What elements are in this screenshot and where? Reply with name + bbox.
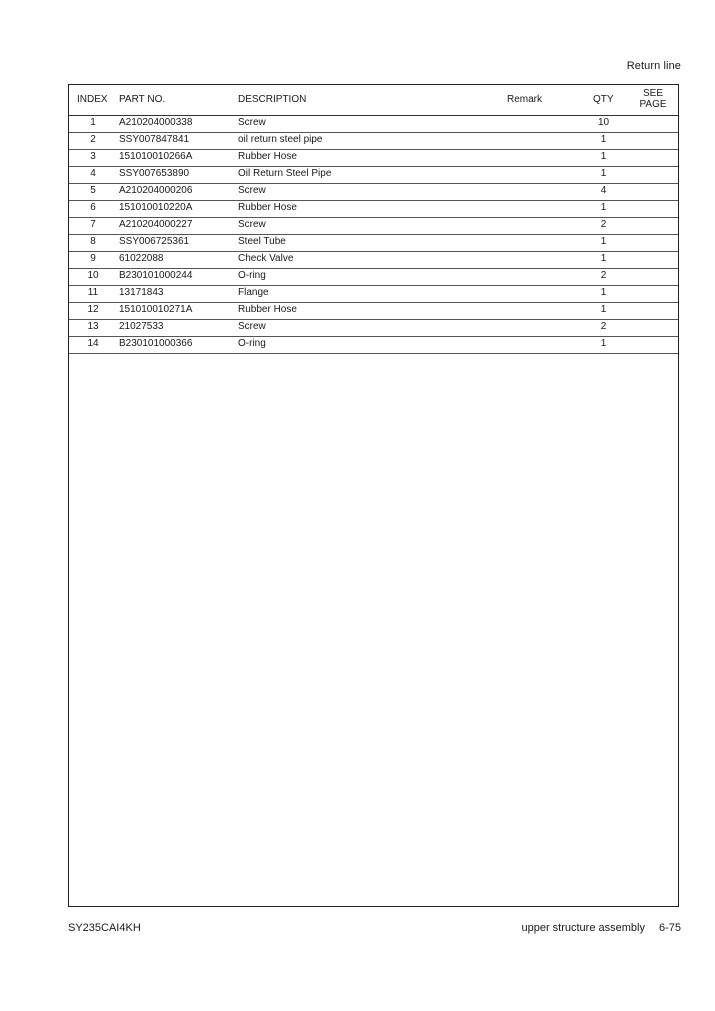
cell-index: 4: [90, 168, 96, 179]
cell-part-no: SSY007653890: [119, 168, 190, 179]
cell-description: O-ring: [238, 270, 266, 281]
table-row: [69, 149, 678, 167]
table-row: [69, 234, 678, 252]
cell-index: 7: [90, 219, 96, 230]
column-header-qty: QTY: [593, 94, 614, 105]
cell-part-no: SSY006725361: [119, 236, 190, 247]
cell-description: Screw: [238, 117, 266, 128]
cell-part-no: 151010010271A: [119, 304, 193, 315]
cell-index: 10: [87, 270, 99, 281]
cell-index: 6: [90, 202, 96, 213]
table-row: [69, 285, 678, 303]
cell-part-no: A210204000338: [119, 117, 193, 128]
table-row: [69, 217, 678, 235]
cell-index: 13: [87, 321, 99, 332]
cell-part-no: 61022088: [119, 253, 164, 264]
table-row: [69, 336, 678, 354]
cell-qty: 1: [600, 202, 607, 213]
cell-description: Steel Tube: [238, 236, 286, 247]
table-row: [69, 132, 678, 150]
table-row: [69, 115, 678, 133]
column-header-see-page: [627, 88, 679, 110]
cell-part-no: 21027533: [119, 321, 164, 332]
cell-qty: 2: [600, 270, 607, 281]
table-row: [69, 302, 678, 320]
cell-description: Flange: [238, 287, 269, 298]
cell-qty: 10: [597, 117, 610, 128]
table-row: [69, 200, 678, 218]
cell-qty: 1: [600, 338, 607, 349]
column-header-part-no: PART NO.: [119, 94, 166, 105]
cell-qty: 1: [600, 134, 607, 145]
cell-description: Oil Return Steel Pipe: [238, 168, 332, 179]
column-header-remark: Remark: [507, 94, 543, 105]
cell-index: 8: [90, 236, 96, 247]
footer-section: upper structure assembly: [521, 922, 645, 934]
page-header-title: Return line: [626, 60, 681, 72]
cell-description: Screw: [238, 185, 266, 196]
cell-part-no: 13171843: [119, 287, 164, 298]
cell-qty: 2: [600, 219, 607, 230]
cell-index: 3: [90, 151, 96, 162]
footer-right: [521, 922, 681, 934]
cell-part-no: 151010010266A: [119, 151, 193, 162]
cell-description: O-ring: [238, 338, 266, 349]
cell-description: Screw: [238, 321, 266, 332]
see-page-line1: SEE: [642, 88, 663, 99]
cell-part-no: A210204000227: [119, 219, 193, 230]
table-row: [69, 251, 678, 269]
cell-qty: 4: [600, 185, 607, 196]
cell-index: 2: [90, 134, 96, 145]
table-row: [69, 183, 678, 201]
cell-qty: 1: [600, 287, 607, 298]
cell-qty: 1: [600, 168, 607, 179]
cell-index: 11: [87, 287, 99, 298]
cell-part-no: SSY007847841: [119, 134, 190, 145]
cell-part-no: A210204000206: [119, 185, 193, 196]
cell-index: 5: [90, 185, 96, 196]
table-row: [69, 319, 678, 337]
table-row: [69, 268, 678, 286]
cell-qty: 1: [600, 151, 607, 162]
column-header-index: INDEX: [77, 94, 108, 105]
cell-qty: 1: [600, 253, 607, 264]
cell-index: 14: [87, 338, 99, 349]
cell-description: Rubber Hose: [238, 151, 297, 162]
cell-index: 9: [90, 253, 96, 264]
cell-index: 1: [90, 117, 96, 128]
see-page-line2: PAGE: [639, 99, 667, 110]
cell-description: Check Valve: [238, 253, 294, 264]
cell-description: Rubber Hose: [238, 304, 297, 315]
cell-part-no: 151010010220A: [119, 202, 193, 213]
footer-page-number: 6-75: [658, 922, 681, 934]
footer-model: SY235CAI4KH: [68, 922, 141, 934]
cell-description: Screw: [238, 219, 266, 230]
cell-description: Rubber Hose: [238, 202, 297, 213]
cell-part-no: B230101000366: [119, 338, 193, 349]
cell-qty: 1: [600, 304, 607, 315]
column-header-description: DESCRIPTION: [238, 94, 307, 105]
cell-description: oil return steel pipe: [238, 134, 323, 145]
cell-index: 12: [87, 304, 99, 315]
parts-table: [68, 84, 679, 907]
cell-qty: 1: [600, 236, 607, 247]
table-row: [69, 166, 678, 184]
cell-qty: 2: [600, 321, 607, 332]
table-header-row: [69, 85, 678, 116]
cell-part-no: B230101000244: [119, 270, 193, 281]
